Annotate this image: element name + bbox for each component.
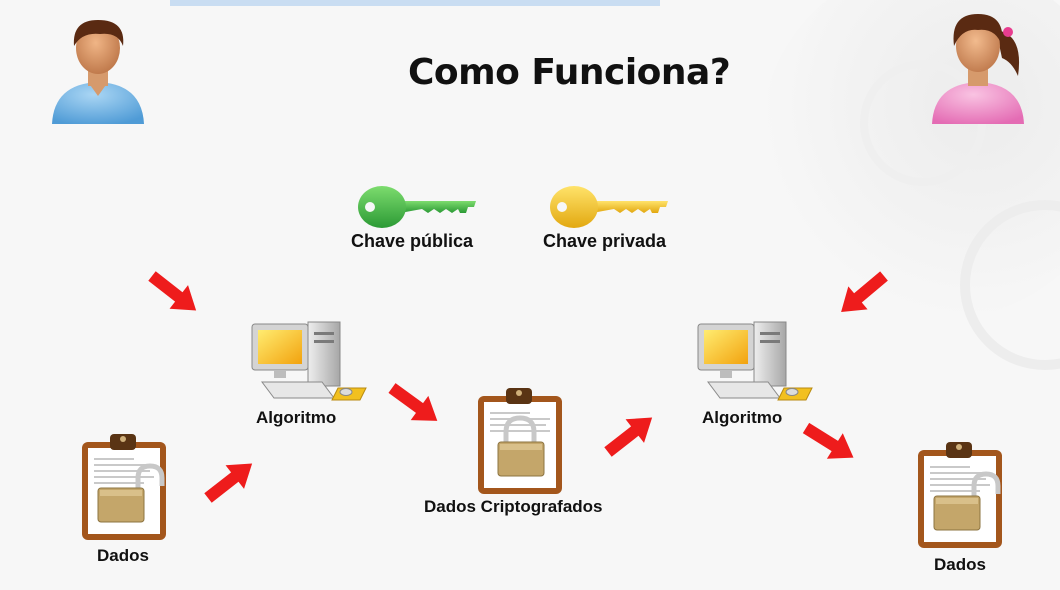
algorithm-right-label: Algoritmo (702, 408, 783, 427)
arrow-icon (798, 415, 861, 470)
arrow-icon (199, 452, 262, 510)
arrow-icon (383, 376, 446, 433)
data-right-label: Dados (934, 555, 986, 574)
private-key-label: Chave privada (543, 231, 667, 251)
arrow-icon (831, 265, 893, 324)
document-locked-icon (476, 384, 566, 496)
arrow-icon (143, 264, 206, 322)
arrow-icon (599, 406, 662, 464)
computer-icon (248, 318, 374, 404)
algorithm-left-label: Algoritmo (256, 408, 337, 427)
document-unlocked-icon (916, 438, 1006, 550)
document-unlocked-icon (80, 430, 170, 542)
public-key-label: Chave pública (351, 231, 474, 251)
data-encrypted-label: Dados Criptografados (424, 497, 603, 516)
computer-icon (694, 318, 820, 404)
page-title: Como Funciona? (408, 52, 731, 93)
data-left-label: Dados (97, 546, 149, 565)
